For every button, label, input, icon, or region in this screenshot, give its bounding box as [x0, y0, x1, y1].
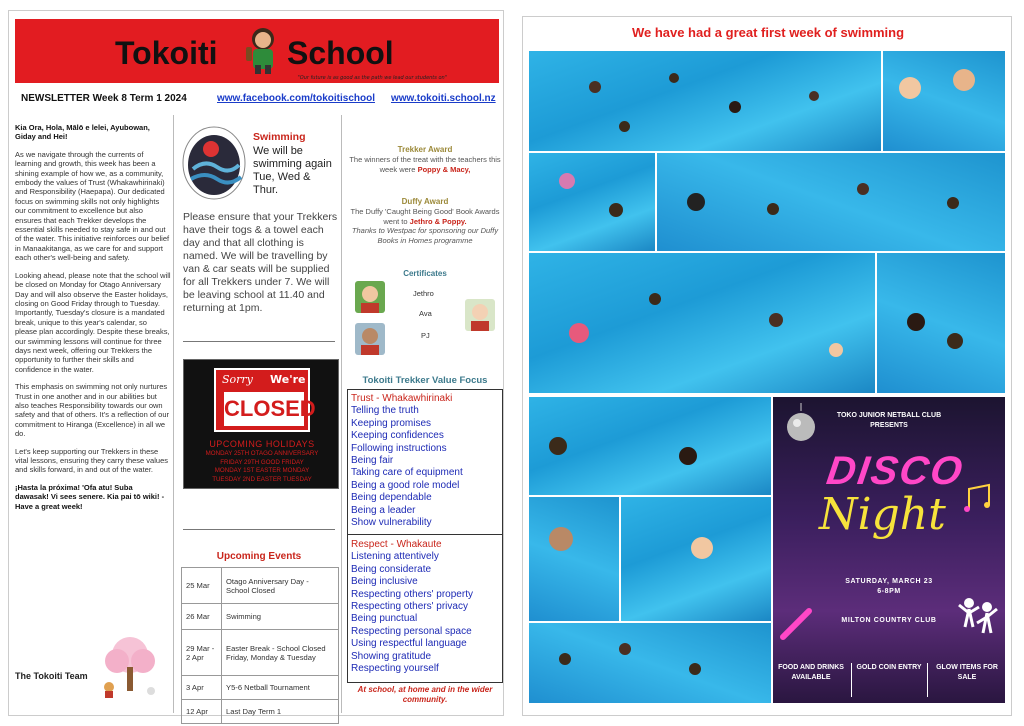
newsletter-left-page — [8, 10, 504, 716]
upcoming-events-heading: Upcoming Events — [216, 551, 302, 562]
list-item: Respecting yourself — [351, 663, 439, 675]
swimming-photo — [657, 153, 1005, 251]
certificate-name: Ava — [419, 309, 432, 318]
column-divider — [341, 115, 342, 713]
school-tagline: "Our future is as good as the path we lead our students on" — [297, 75, 447, 81]
facebook-link[interactable]: www.facebook.com/tokoitischool — [217, 93, 375, 104]
value-focus-box — [347, 389, 503, 683]
swimmer-icon — [181, 125, 247, 201]
holiday-line: FRIDAY 29TH GOOD FRIDAY — [220, 458, 304, 466]
swimming-photo — [529, 153, 655, 251]
table-row — [182, 630, 339, 676]
duffy-thanks: Thanks to Westpac for sponsoring our Duffy Books in Homes programme — [351, 226, 499, 245]
list-item: Listening attentively — [351, 551, 439, 563]
holiday-line: TUESDAY 2ND EASTER TUESDAY — [212, 475, 312, 483]
entry-info: GOLD COIN ENTRY — [856, 664, 922, 671]
list-item: Keeping confidences — [351, 430, 444, 442]
swimming-photo — [877, 253, 1005, 393]
swimming-events-column — [179, 123, 339, 719]
value-divider — [348, 534, 502, 535]
mascot-logo — [240, 25, 286, 75]
swimming-photo — [621, 497, 771, 621]
list-item: Using respectful language — [351, 638, 467, 650]
table-row — [182, 604, 339, 630]
student-photo — [465, 299, 495, 331]
swimming-photo — [529, 497, 619, 621]
disco-night-flyer — [773, 397, 1005, 703]
swimming-photo — [529, 253, 875, 393]
message-paragraph: As we navigate through the currents of learning and growth, this week has been a shining example of how we, as a community, embody the values of Trust (Whakawhirinaki) and Responsibility (Haepapa). Our dedicated focus on swimming skills not only highlights our commitment to excellence but also ensures that each Trekker develops the essential skills needed to stay safe in and out of the water. This initiative reinforces our belief in Manaakitanga, as we care for and support each other's well-being and safety. — [15, 149, 170, 263]
list-item: Taking care of equipment — [351, 467, 463, 479]
newsletter-right-page — [522, 16, 1012, 716]
student-photo — [355, 323, 385, 355]
disco-word: DISCO — [823, 449, 967, 493]
list-item: Telling the truth — [351, 405, 419, 417]
list-item: Show vulnerability — [351, 517, 432, 529]
presents-text: PRESENTS — [870, 422, 908, 429]
event-description: Last Day Term 1 — [222, 700, 339, 724]
table-row — [182, 568, 339, 604]
list-item: Showing gratitude — [351, 650, 432, 662]
sorry-text: Sorry — [222, 373, 253, 386]
respect-values-list — [351, 539, 473, 675]
newsletter-header-bar — [19, 91, 499, 107]
duffy-award-winners: Jethro & Poppy. — [409, 216, 467, 226]
value-focus-heading: Tokoiti Trekker Value Focus — [362, 375, 488, 386]
glow-info: GLOW ITEMS FOR SALE — [936, 664, 998, 681]
list-item: Being considerate — [351, 563, 432, 575]
holiday-closed-sign — [183, 359, 339, 489]
principal-message-column — [15, 123, 171, 719]
event-date: 3 Apr — [182, 676, 222, 700]
disco-date: SATURDAY, MARCH 23 — [845, 578, 933, 585]
website-link[interactable]: www.tokoiti.school.nz — [391, 93, 496, 104]
table-row — [182, 676, 339, 700]
list-item: Being a good role model — [351, 479, 460, 491]
food-info: FOOD AND DRINKS AVAILABLE — [778, 664, 844, 681]
event-date: 12 Apr — [182, 700, 222, 724]
event-date: 29 Mar - 2 Apr — [182, 630, 222, 676]
message-paragraph: Looking ahead, please note that the school will be closed on Monday for Otago Anniversary Day and will also observe the Easter holidays, closing on Good Friday through to Tuesday. Importantly, Tuesday's closure is a mandated break, unique to this year's calendar, so please plan accordingly. Despite these breaks, our swimming lessons will continue for three days next week, offering our Trekkers the opportunity to further their skills and confidence in the water. — [15, 270, 171, 374]
swimming-photo — [529, 397, 771, 495]
holiday-line: MONDAY 1ST EASTER MONDAY — [214, 467, 310, 475]
holidays-heading: UPCOMING HOLIDAYS — [209, 439, 315, 449]
club-name: TOKO JUNIOR NETBALL CLUB — [836, 412, 942, 419]
closed-sign-graphic — [214, 368, 316, 432]
trust-heading: Trust - Whakawhirinaki — [351, 393, 453, 404]
night-word: Night — [819, 489, 946, 540]
event-date: 25 Mar — [182, 568, 222, 604]
list-item: Respecting personal space — [351, 625, 472, 637]
flyer-club — [773, 411, 1005, 431]
duffy-award-description: The Duffy 'Caught Being Good' Book Awards went to — [350, 207, 500, 226]
duffy-award-text — [349, 207, 501, 245]
trekker-award-text — [349, 155, 501, 174]
awards-values-column — [347, 123, 503, 719]
masthead-banner — [15, 19, 499, 83]
trekker-award-heading: Trekker Award — [397, 145, 453, 154]
music-notes-icon — [959, 479, 999, 519]
swimming-photos-title: We have had a great first week of swimming — [631, 25, 905, 40]
list-item: Being a leader — [351, 504, 416, 516]
school-name-part2: School — [287, 35, 394, 71]
event-description: Easter Break - School Closed Friday, Monday & Tuesday — [222, 630, 339, 676]
disco-venue: MILTON COUNTRY CLUB — [841, 617, 937, 624]
duffy-award-heading: Duffy Award — [401, 197, 449, 206]
trekker-award-description: The winners of the treat with the teachers this week were — [349, 155, 501, 174]
list-item: Being inclusive — [351, 576, 418, 588]
closed-text: CLOSED — [224, 392, 304, 426]
swimming-photo — [883, 51, 1005, 151]
event-date: 26 Mar — [182, 604, 222, 630]
list-item: Keeping promises — [351, 417, 432, 429]
list-item: Respecting others' privacy — [351, 601, 468, 613]
footer-separator — [851, 663, 852, 697]
section-divider — [183, 529, 335, 530]
cherry-tree-illustration — [95, 633, 165, 699]
team-signature: The Tokoiti Team — [15, 671, 88, 681]
event-description: Otago Anniversary Day - School Closed — [222, 568, 339, 604]
swimming-photo — [529, 51, 881, 151]
swimming-details: Please ensure that your Trekkers have their togs & a towel each day and that all clothing is named. We will be travelling by van & car seats will be supplied for all Trekkers under 7. We will be leaving school at 11.40 and returning at 1pm. — [183, 211, 338, 314]
list-item: Being punctual — [351, 613, 418, 625]
certificate-name: PJ — [421, 331, 430, 340]
holiday-line: MONDAY 25TH OTAGO ANNIVERSARY — [205, 450, 319, 457]
signoff: ¡Hasta la próxima! 'Ofa atu! Suba dawasak! Vi sees senere. Kia pai tō wiki! - Have a great week! — [15, 482, 165, 511]
swimming-schedule: We will be swimming again Tue, Wed & Thur. — [253, 145, 332, 196]
list-item: Respecting others' property — [351, 588, 473, 600]
events-table — [181, 567, 339, 724]
list-item: Following instructions — [351, 442, 447, 454]
swimming-photo — [529, 623, 771, 703]
trekker-award-winners: Poppy & Macy, — [417, 164, 471, 174]
list-item: Being dependable — [351, 492, 432, 504]
event-description: Swimming — [222, 604, 339, 630]
greeting: Kia Ora, Hola, Mālō e lelei, Ayubowan, Giday and Hei! — [15, 123, 150, 142]
message-paragraph: Let's keep supporting our Trekkers in these vital lessons, ensuring they carry these values and skills forward, in and out of the water. — [15, 446, 168, 475]
certificates-heading: Certificates — [403, 269, 447, 278]
value-focus-footer: At school, at home and in the wider community. — [357, 685, 493, 704]
were-text: We're — [270, 373, 306, 386]
certificate-name: Jethro — [413, 289, 434, 298]
column-divider — [173, 115, 174, 713]
holiday-list — [184, 438, 340, 484]
swimming-heading: Swimming — [253, 131, 306, 143]
footer-separator — [927, 663, 928, 697]
respect-heading: Respect - Whakaute — [351, 539, 442, 550]
event-description: Y5-6 Netball Tournament — [222, 676, 339, 700]
list-item: Being fair — [351, 455, 394, 467]
trust-values-list — [351, 393, 463, 529]
student-photo — [355, 281, 385, 313]
newsletter-title: NEWSLETTER Week 8 Term 1 2024 — [21, 93, 187, 104]
school-name-part1: Tokoiti — [115, 35, 218, 71]
table-row — [182, 700, 339, 724]
disco-time: 6-8PM — [877, 588, 901, 595]
message-paragraph: This emphasis on swimming not only nurtures Trust in one another and in our abilities but also teaches Responsibility towards our own safety and that of others. It's a reflection of our commitment to Hiranga (Excellence) in all we do. — [15, 382, 170, 439]
section-divider — [183, 341, 335, 342]
